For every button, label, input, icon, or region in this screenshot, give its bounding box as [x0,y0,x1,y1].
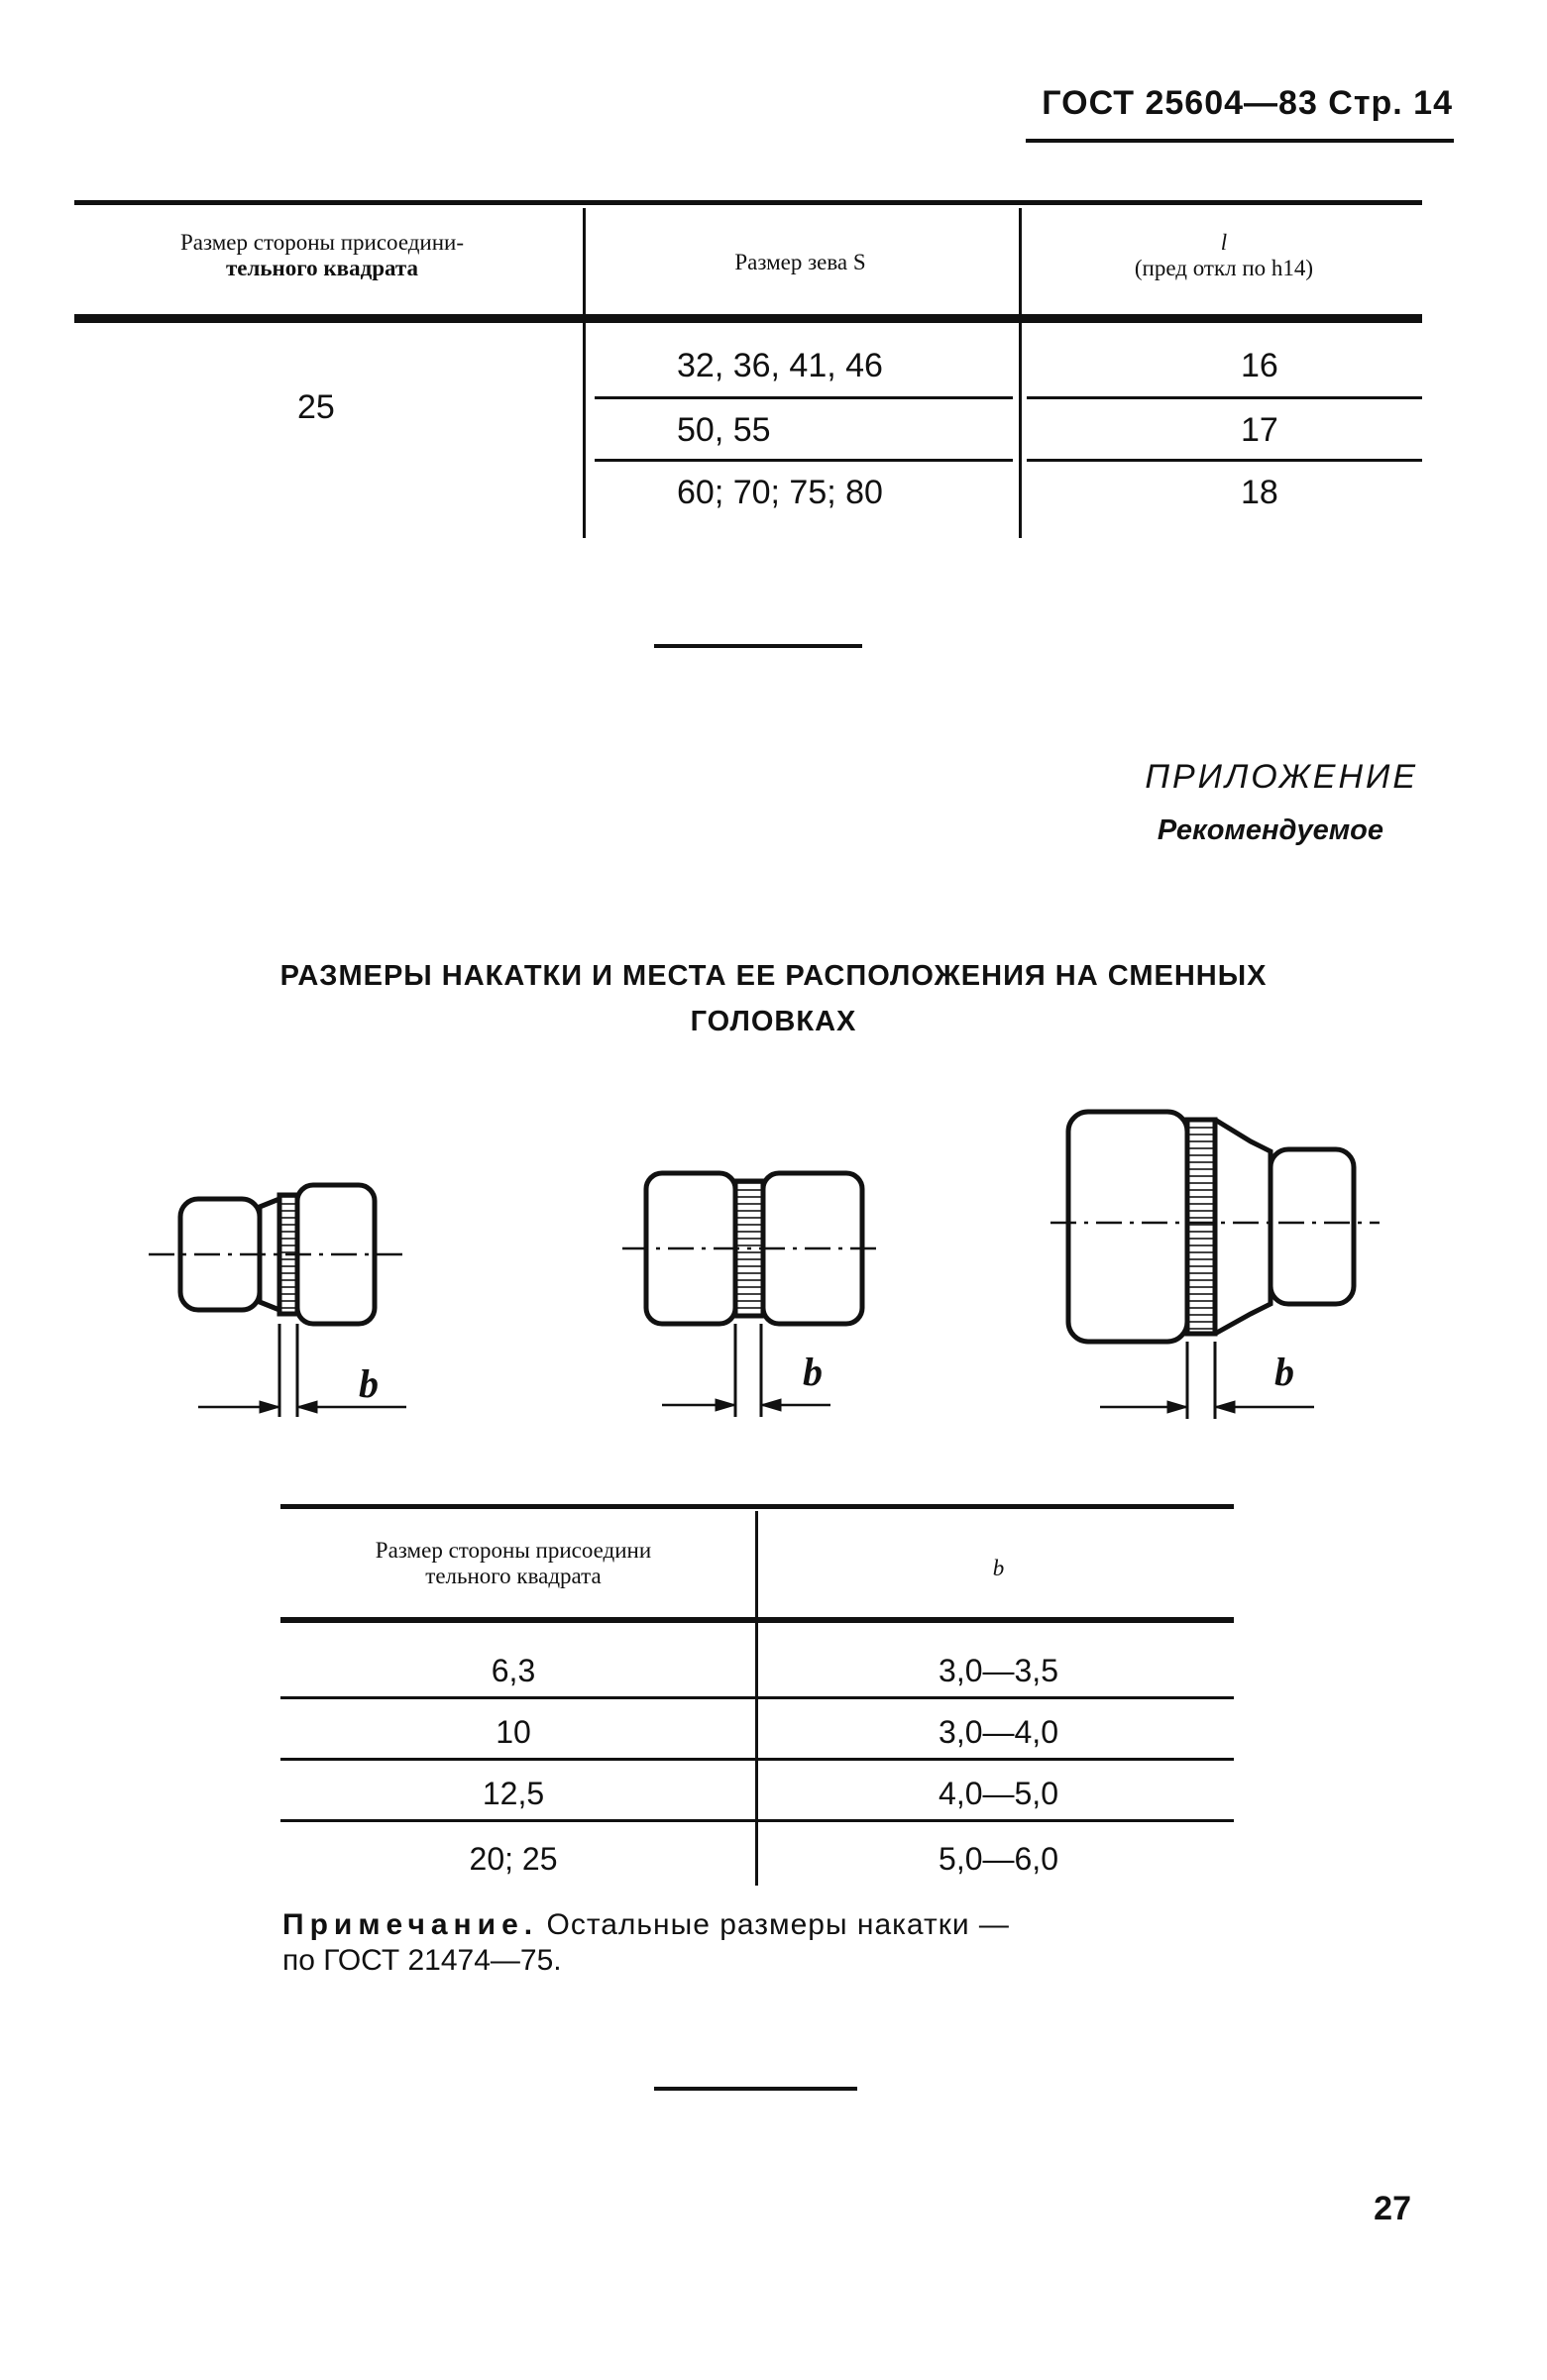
table-1-top-border [74,200,1422,205]
table-1-row-separator [1027,396,1422,399]
dimension-b-label-3: b [1274,1350,1294,1394]
dimension-b-label-2: b [803,1350,823,1394]
section-heading [99,953,1448,1044]
table-2-row-3-b: 4,0—5,0 [939,1776,1058,1811]
table-1-col1-header-line2: тельного квадрата [225,256,419,280]
knurling-diagrams [0,1090,1547,1447]
socket-head-diagram-2 [622,1173,882,1417]
table-1-col2-header: Размер зева S [734,250,866,274]
table-1-col3-header-symbol: l [1220,230,1228,255]
page-number: 27 [1374,2190,1411,2227]
table-2-top-border [280,1504,1234,1509]
table-1-header-separator [74,314,1422,323]
socket-head-diagram-3 [1050,1112,1380,1419]
table-1-row-1-l: 16 [1241,347,1278,384]
table-2-col2-header: b [992,1556,1005,1580]
table-1-col-divider-1 [583,208,586,538]
appendix-subtitle: Рекомендуемое [1157,814,1383,846]
table-2-row-separator [280,1758,1234,1761]
section-heading-line2: ГОЛОВКАХ [690,1006,857,1037]
table-2-col1-header [280,1538,746,1589]
table-1-col1-header [74,230,570,281]
table-1-row-separator [1027,459,1422,462]
end-separator [654,2087,857,2091]
table-1-col1-header-line1: Размер стороны присоедини- [179,230,465,255]
appendix-title: ПРИЛОЖЕНИЕ [1145,758,1418,796]
note-line-1 [282,1907,1254,1943]
table-1-row-separator [595,459,1013,462]
table-1-row-1-s: 32, 36, 41, 46 [677,347,883,384]
table-1-row-3-s: 60; 70; 75; 80 [677,474,883,511]
table-1-col3-header-tolerance: (пред откл по h14) [1134,256,1314,280]
table-1-col3-header [1026,230,1422,281]
table-1-row-2-s: 50, 55 [677,411,771,449]
table-2-row-4-b: 5,0—6,0 [939,1841,1058,1877]
header-rule [1026,139,1454,143]
note-label: Примечание. [282,1908,539,1941]
section-heading-line1: РАЗМЕРЫ НАКАТКИ И МЕСТА ЕЕ РАСПОЛОЖЕНИЯ НА СМЕННЫХ [279,960,1268,992]
table-2-row-separator [280,1819,1234,1822]
table-2-col1-header-line2: тельного квадрата [425,1564,602,1588]
table-2-row-1-size: 6,3 [491,1653,536,1688]
note-text-1: Остальные размеры накатки — [546,1908,1010,1941]
table-2-row-2-size: 10 [496,1714,531,1750]
table-1-square-size: 25 [297,388,335,426]
table-2-row-4-size: 20; 25 [469,1841,558,1877]
table-2-col1-header-line1: Размер стороны присоедини [375,1538,652,1563]
note [282,1907,1254,1979]
table-1-row-3-l: 18 [1241,474,1278,511]
table-2-row-2-b: 3,0—4,0 [939,1714,1058,1750]
section-separator [654,644,862,648]
document-reference: ГОСТ 25604—83 Стр. 14 [1042,84,1453,122]
table-2-row-separator [280,1696,1234,1699]
table-2-row-1-b: 3,0—3,5 [939,1653,1058,1688]
table-1-col-divider-2 [1019,208,1022,538]
table-2-row-3-size: 12,5 [482,1776,545,1811]
table-1-row-2-l: 17 [1241,411,1278,449]
note-text-2: по ГОСТ 21474—75. [282,1944,562,1977]
table-1-row-separator [595,396,1013,399]
dimension-b-label-1: b [359,1361,379,1406]
